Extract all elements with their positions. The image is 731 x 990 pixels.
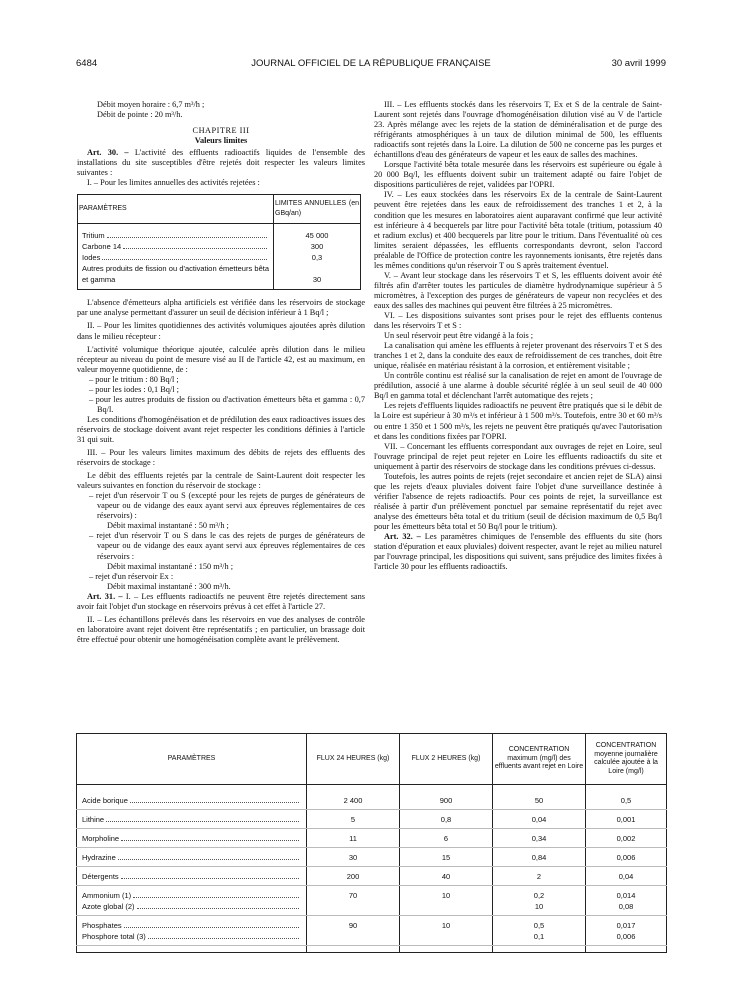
concentration-daily: 0,014 xyxy=(616,891,636,900)
paragraph: Lorsque l'activité bêta totale mesurée dans les réservoirs est supérieure ou égale à 20 000 Bq/l, les effluents doivent subir un traitement adapté ou faire l'objet de dispositions particulières de rejet, validées par l'OPRI. xyxy=(374,160,662,190)
flux-2h: 40 xyxy=(441,872,451,881)
page-header xyxy=(76,57,666,71)
param-name: Carbone 14 xyxy=(82,242,122,252)
issue-date: 30 avril 1999 xyxy=(611,58,666,69)
flux-24h: 2 400 xyxy=(343,796,363,805)
concentration-max: 0,84 xyxy=(531,853,547,862)
article-32: Art. 32. – Les paramètres chimiques de l'ensemble des effluents du site (hors station d'épuration et eaux pluviales) doivent respecter, avant le rejet au milieu naturel par l'ouvrage principal, les dispositions qui suivent, sans préjudice des limites fixées à l'article 30 pour les effluents radioactifs. xyxy=(374,532,662,572)
list-item: – pour le tritium : 80 Bq/l ; xyxy=(89,374,179,384)
param-name: Ammonium (1) xyxy=(82,891,132,900)
flux-2h xyxy=(405,931,487,942)
concentration-max: 10 xyxy=(534,902,544,911)
list-item: – rejet d'un réservoir T ou S (excepté pour les rejets de purges de générateurs de vapeur ou de vidange des eaux ayant servi aux épreuves réglementaires de ces réservoirs) : xyxy=(89,491,365,521)
column-header: CONCENTRATION maximum (mg/l) des effluents avant rejet en Loire xyxy=(493,734,586,785)
concentration-max: 0,5 xyxy=(533,921,545,930)
list-item: – pour les iodes : 0,1 Bq/l ; xyxy=(89,384,179,394)
column-header: CONCENTRATION moyenne journalière calculée ajoutée à la Loire (mg/l) xyxy=(586,734,667,785)
param-name: Phosphates xyxy=(82,921,122,930)
paragraph: VII. – Concernant les effluents correspondant aux ouvrages de rejet en Loire, seul l'ouvrage principal de rejet peut rejeter en Loire les effluents radioactifs du site et uniquement à partir des réservoirs de stockage dans les conditions prévues ci-dessus. xyxy=(374,441,662,471)
table-row xyxy=(77,916,667,946)
flux-24h: 200 xyxy=(346,872,360,881)
journal-title: JOURNAL OFFICIEL DE LA RÉPUBLIQUE FRANÇAISE xyxy=(251,58,491,69)
table-row xyxy=(77,810,667,829)
page-number: 6484 xyxy=(76,58,98,69)
paragraph: IV. – Les eaux stockées dans les réservoirs Ex de la centrale de Saint-Laurent peuvent être rejetées dans les eaux de refroidissement des tranches 1 et 2, à la condition que les mesures en laboratoires aient auparavant confirmé que leur activité est inférieure à 4 becquerels par litre pour l'activité bêta totale (tritium, potassium 40 et radium exclus) et 400 becquerels par litre pour le tritium. Dans l'éventualité où ces limites seraient dépassées, les effluents correspondants devront, selon l'accord préalable de l'Office de protection contre les rayonnements ionisants, être rejetés dans les mêmes conditions qu'un réservoir T ou S après traitement éventuel. xyxy=(374,190,662,270)
paragraph: Toutefois, les autres points de rejets (rejet secondaire et ancien rejet de SLA) ainsi que les rejets d'eaux pluviales doivent faire l'objet d'une surveillance destinée à vérifier l'absence de rejets radioactifs. Pour ces points de rejet, la surveillance est réalisée à partir d'un prélèvement ponctuel par semaine représentatif du rejet avec analyse des émetteurs bêta total et du tritium (seuil de décision maximum de 0,5 Bq/l pour les émetteurs bêta total et 50 Bq/l pour le tritium). xyxy=(374,471,662,531)
concentration-daily: 0,006 xyxy=(616,932,636,941)
concentration-daily: 0,001 xyxy=(616,815,636,824)
flux-24h xyxy=(312,901,394,912)
param-name: Morpholine xyxy=(82,834,120,843)
flux-2h: 900 xyxy=(439,796,453,805)
concentration-daily: 0,08 xyxy=(618,902,634,911)
table-row xyxy=(77,829,667,848)
column-header: FLUX 2 HEURES (kg) xyxy=(400,734,493,785)
concentration-max: 50 xyxy=(534,796,544,805)
article-label: Art. 30. – xyxy=(87,148,129,158)
table-row xyxy=(77,867,667,886)
flux-2h: 10 xyxy=(441,921,451,930)
chapter-heading: CHAPITRE III xyxy=(192,126,250,136)
flux-24h: 90 xyxy=(348,921,358,930)
paragraph: L'activité volumique théorique ajoutée, calculée après dilution dans le milieu récepteur au niveau du point de mesure visé au II de l'article 42, est au maximum, en valeur moyenne quotidienne, de : xyxy=(77,344,365,374)
list-item: – pour les autres produits de fission ou d'activation émetteurs bêta et gamma : 0,7 Bq/l. xyxy=(89,394,365,414)
flux-2h xyxy=(405,901,487,912)
column-header: PARAMÈTRES xyxy=(78,195,274,224)
chemical-parameters-table xyxy=(76,733,667,953)
table-row xyxy=(78,263,361,290)
paragraph: V. – Avant leur stockage dans les réservoirs T et S, les effluents doivent avoir été filtrés afin d'arrêter toutes les particules de diamètre hydrodynamique supérieur à 5 micromètres, à l'exception des purges de générateurs de vapeur non recyclées et des eaux des salles des machines qui peuvent être filtrées à 25 micromètres. xyxy=(374,270,662,310)
table-row xyxy=(77,886,667,916)
list-item: – rejet d'un réservoir Ex : xyxy=(89,571,174,581)
right-column xyxy=(374,100,662,572)
param-value: 45 000 xyxy=(274,230,361,241)
concentration-daily: 0,5 xyxy=(620,796,632,805)
article-label: Art. 31. – xyxy=(87,591,123,601)
table-row xyxy=(77,848,667,867)
param-name: Tritium xyxy=(82,231,105,241)
param-name: Iodes xyxy=(82,253,101,263)
article-label: Art. 32. – xyxy=(384,532,421,542)
flow-value: Débit maximal instantané : 300 m³/h. xyxy=(107,581,231,591)
concentration-daily: 0,006 xyxy=(616,853,636,862)
annual-limits-table xyxy=(77,194,361,290)
paragraph: VI. – Les dispositions suivantes sont prises pour le rejet des effluents contenus dans les réservoirs T et S : xyxy=(374,310,662,331)
concentration-daily: 0,04 xyxy=(618,872,634,881)
paragraph: Débit de pointe : 20 m³/h. xyxy=(97,110,183,120)
article-31: Art. 31. – I. – Les effluents radioactifs ne peuvent être rejetés directement sans avoir fait l'objet d'un stockage en réservoirs prévus à cet effet à l'article 27. xyxy=(77,591,365,611)
param-name: Détergents xyxy=(82,872,119,881)
param-value: 30 xyxy=(274,263,361,290)
paragraph: II. – Pour les limites quotidiennes des activités volumiques ajoutées après dilution dans le milieu récepteur : xyxy=(77,321,365,341)
table-row xyxy=(78,230,361,241)
paragraph: Les conditions d'homogénéisation et de prédilution des eaux radioactives issues des réservoirs de stockage doivent avant rejet respecter les conditions définies à l'article 31 qui suit. xyxy=(77,414,365,444)
paragraph: III. – Pour les valeurs limites maximum des débits de rejets des effluents des réservoirs de stockage : xyxy=(77,448,365,468)
flux-2h: 6 xyxy=(443,834,449,843)
param-value: 300 xyxy=(274,241,361,252)
flow-value: Débit maximal instantané : 50 m³/h ; xyxy=(107,521,229,531)
param-name: Acide borique xyxy=(82,796,128,805)
concentration-daily: 0,017 xyxy=(616,921,636,930)
paragraph: Les rejets d'effluents liquides radioactifs ne peuvent être pratiqués que si le débit de la Loire est supérieur à 30 m³/s et inférieur à 1 500 m³/s. Toutefois, entre 30 et 60 m³/s ou entre 1 350 et 1 500 m³/s, les rejets ne peuvent être pratiqués qu'avec l'autorisation et dans les conditions fixées par l'OPRI. xyxy=(374,401,662,441)
flux-2h: 15 xyxy=(441,853,451,862)
paragraph: Un contrôle continu est réalisé sur la canalisation de rejet en amont de l'ouvrage de prédilution, associé à une alarme à double sécurité réglée à un seul seuil de 40 000 Bq/l en gamma total et déclenchant l'arrêt automatique des rejets ; xyxy=(374,371,662,401)
concentration-max: 0,04 xyxy=(531,815,547,824)
flux-2h: 10 xyxy=(441,891,451,900)
paragraph: I. – Pour les limites annuelles des activités rejetées : xyxy=(87,178,260,188)
flux-24h xyxy=(312,931,394,942)
paragraph: Le débit des effluents rejetés par la centrale de Saint-Laurent doit respecter les valeurs suivantes en fonction du réservoir de stockage : xyxy=(77,471,365,491)
flux-2h: 0,8 xyxy=(440,815,452,824)
column-header: LIMITES ANNUELLES (en GBq/an) xyxy=(274,195,361,224)
param-name: Phosphore total (3) xyxy=(82,932,146,941)
flux-24h: 30 xyxy=(348,853,358,862)
concentration-max: 0,1 xyxy=(533,932,545,941)
param-name: Lithine xyxy=(82,815,105,824)
concentration-max: 2 xyxy=(536,872,542,881)
flux-24h: 70 xyxy=(348,891,358,900)
table-row xyxy=(78,252,361,263)
param-value: 0,3 xyxy=(274,252,361,263)
paragraph: La canalisation qui amène les effluents à rejeter provenant des réservoirs T et S des tranches 1 et 2, dans la conduite des eaux de refroidissement de ces tranches, doit être unique, réalisée en matériau résistant à la corrosion, et entièrement visitable ; xyxy=(374,341,662,371)
paragraph: III. – Les effluents stockés dans les réservoirs T, Ex et S de la centrale de Saint-Laurent sont rejetés dans l'ouvrage d'homogénéisation dilution visé au V de l'article 23. Après mélange avec les rejets de la station de déminéralisation et de purge des réfrigérants atmosphériques à un taux de dilution minimal de 500, les effluents radioactifs sont rejetés dans la Loire. La dilution de 500 ne concerne pas les purges et échantillons d'eau des générateurs de vapeur et les eaux de salles des machines. xyxy=(374,100,662,160)
column-header: PARAMÈTRES xyxy=(77,734,307,785)
paragraph: L'absence d'émetteurs alpha artificiels est vérifiée dans les réservoirs de stockage par une analyse permettant d'assurer un seuil de décision inférieur à 1 Bq/l ; xyxy=(77,298,365,318)
flux-24h: 5 xyxy=(350,815,356,824)
concentration-max: 0,2 xyxy=(533,891,545,900)
column-header: FLUX 24 HEURES (kg) xyxy=(307,734,400,785)
param-name: Autres produits de fission ou d'activation émetteurs bêta et gamma xyxy=(82,264,269,285)
table-row xyxy=(78,241,361,252)
paragraph: Débit moyen horaire : 6,7 m³/h ; xyxy=(97,100,205,109)
chapter-title: Valeurs limites xyxy=(194,136,248,146)
flux-24h: 11 xyxy=(349,834,357,843)
left-column xyxy=(77,100,365,645)
concentration-max: 0,34 xyxy=(531,834,547,843)
list-item: – rejet d'un réservoir T ou S dans le cas des rejets de purges de générateurs de vapeur ou de vidange des eaux ayant servi aux épreuves réglementaires de ces réservoirs : xyxy=(89,531,365,561)
param-name: Azote global (2) xyxy=(82,902,135,911)
paragraph: Un seul réservoir peut être vidangé à la fois ; xyxy=(384,331,534,341)
param-name: Hydrazine xyxy=(82,853,116,862)
concentration-daily: 0,002 xyxy=(616,834,636,843)
table-row xyxy=(77,785,667,810)
flow-value: Débit maximal instantané : 150 m³/h ; xyxy=(107,561,233,571)
article-30: Art. 30. – L'activité des effluents radioactifs liquides de l'ensemble des installations du site susceptibles d'être rejetés doit respecter les valeurs limites suivantes : xyxy=(77,148,365,178)
paragraph: II. – Les échantillons prélevés dans les réservoirs en vue des analyses de contrôle en laboratoire avant rejet doivent être représentatifs ; en particulier, un brassage doit être effectué pour obtenir une homogénéisation complète avant le prélèvement. xyxy=(77,614,365,644)
